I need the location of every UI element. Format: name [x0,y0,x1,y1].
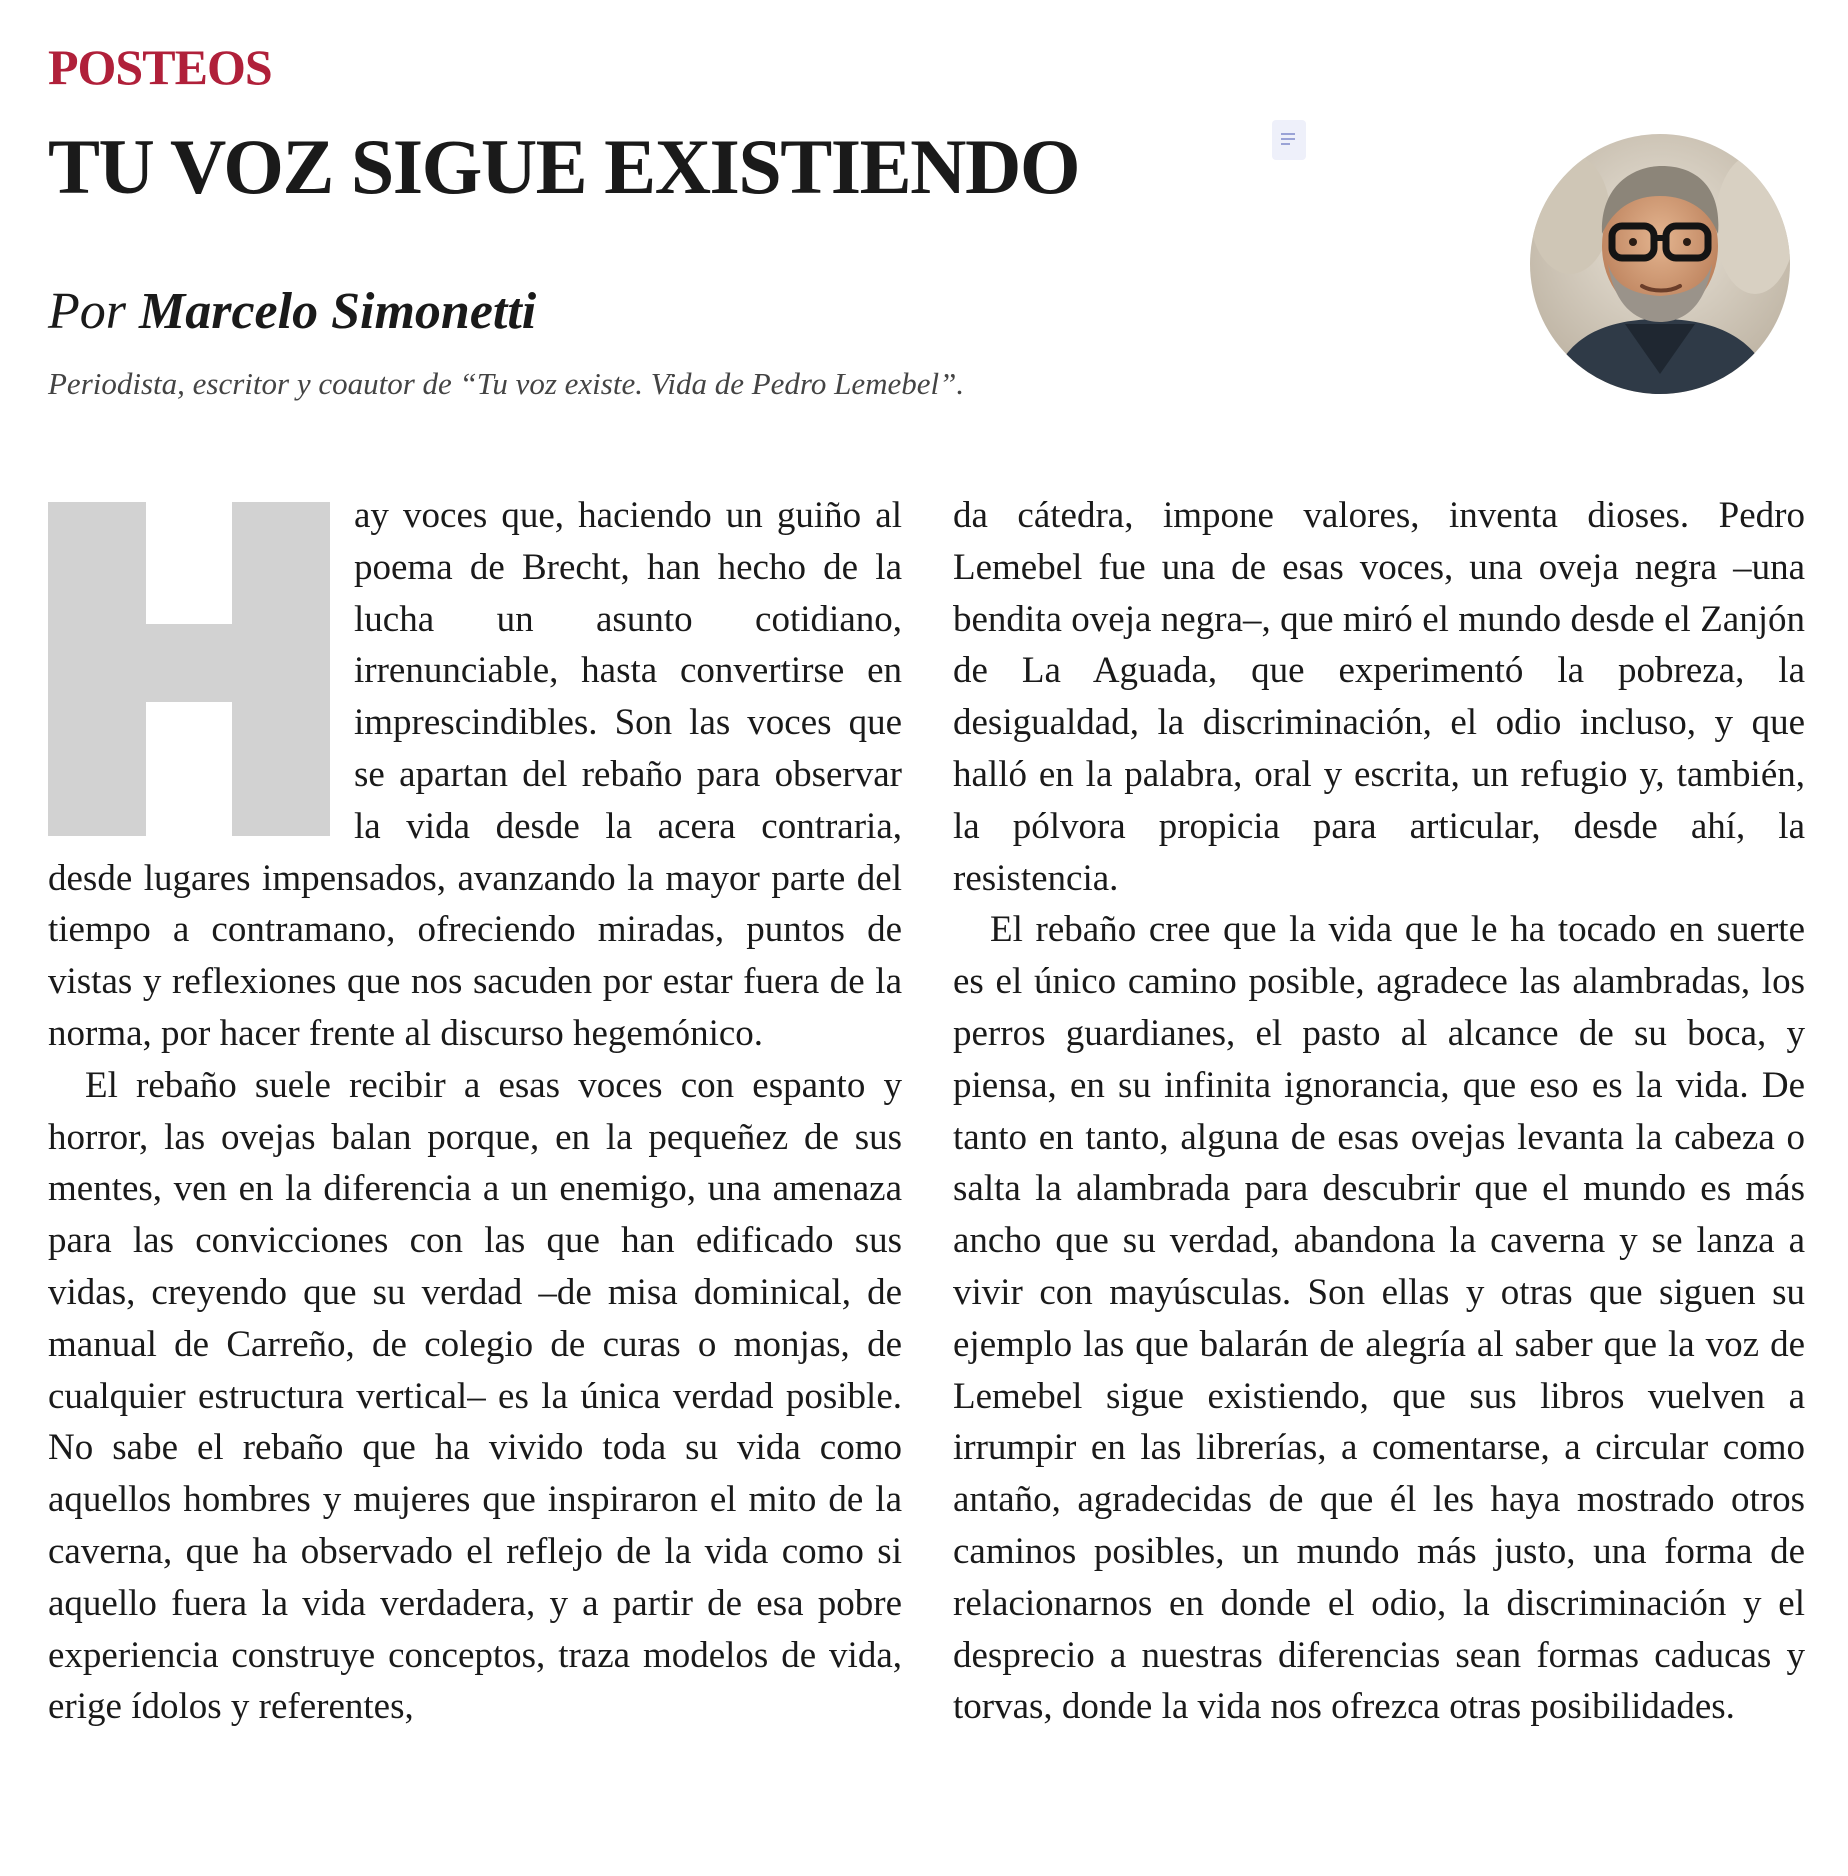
article-paragraph: El rebaño cree que la vida que le ha tocado en suerte es el único camino posible, agradece las alambradas, los perros guardianes, el pasto al alcance de su boca, y piensa, en su infinita ignorancia, que eso es la vida. De tanto en tanto, alguna de esas ovejas levanta la cabeza o salta la alambrada para descubrir que el mundo es más ancho que su verdad, abandona la caverna y se lanza a vivir con mayúsculas. Son ellas y otras que siguen su ejemplo las que balarán de alegría al saber que la voz de Lemebel sigue existiendo, que sus libros vuelven a irrumpir en las librerías, a comentarse, a circular como antaño, agradecidas de que él les haya mostrado otros caminos posibles, un mundo más justo, una forma de relacionarnos en donde el odio, la discriminación y el desprecio a nuestras diferencias sean formas caducas y torvas, donde la vida nos ofrezca otras posibilidades. [953,909,1805,1728]
article-paragraph [48,490,902,1060]
article-column-left [48,490,902,1733]
section-label: POSTEOS [48,39,272,95]
article-text: ay voces que, haciendo un guiño al poema de Brecht, han hecho de la lucha un asunto cotidiano, irrenunciable, hasta convertirse en imprescindibles. Son las voces que se apartan del rebaño para observar la vida desde la acera contraria, desde lugares impensados, avanzando la mayor parte del tiempo a contramano, ofreciendo miradas, puntos de vistas y reflexiones que nos sacuden por estar fuera de la norma, por hacer frente al discurso hegemónico. [48,495,902,1054]
article-column-right [953,490,1805,1733]
article-paragraph: El rebaño suele recibir a esas voces con espanto y horror, las ovejas balan porque, en la pequeñez de sus mentes, ven en la diferencia a un enemigo, una amenaza para las convicciones con las que han edificado sus vidas, creyendo que su verdad –de misa dominical, de manual de Carreño, de colegio de curas o monjas, de cualquier estructura vertical– es la única verdad posible. No sabe el rebaño que ha vivido toda su vida como aquellos hombres y mujeres que inspiraron el mito de la caverna, que ha observado el reflejo de la vida como si aquello fuera la vida verdadera, y a partir de esa pobre experiencia construye conceptos, traza modelos de vida, erige ídolos y referentes, [48,1064,902,1728]
byline-prefix: Por [48,283,126,340]
author-bio: Periodista, escritor y coautor de “Tu voz existe. Vida de Pedro Lemebel”. [48,366,965,401]
dropcap-letter-h [48,502,330,836]
byline [48,282,536,341]
byline-author: Marcelo Simonetti [139,283,537,340]
note-icon[interactable] [1272,120,1306,160]
article-paragraph: da cátedra, impone valores, inventa dioses. Pedro Lemebel fue una de esas voces, una oveja negra –una bendita oveja negra–, que miró el mundo desde el Zanjón de La Aguada, que experimentó la pobreza, la desigualdad, la discriminación, el odio incluso, y que halló en la palabra, oral y escrita, un refugio y, también, la pólvora propicia para articular, desde ahí, la resistencia. [953,495,1805,899]
author-photo [1530,134,1790,394]
headline: TU VOZ SIGUE EXISTIENDO [48,123,1079,210]
